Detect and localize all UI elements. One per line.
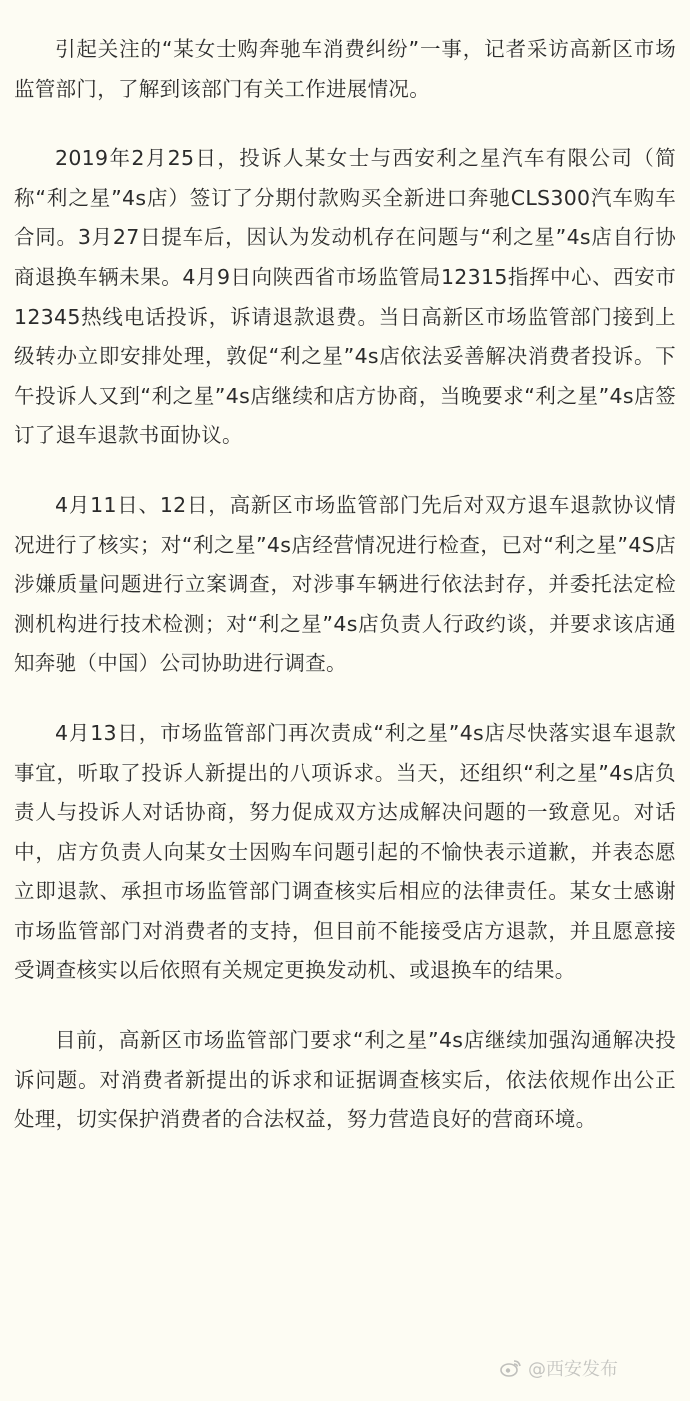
paragraph-2: 2019年2月25日，投诉人某女士与西安利之星汽车有限公司（简称“利之星”4s店）签订了分期付款购买全新进口奔驰CLS300汽车购车合同。3月27日提车后，因认为发动机存在问题与“利之星”4s店自行协商退换车辆未果。4月9日向陕西省市场监管局12315指挥中心、西安市12345热线电话投诉，诉请退款退费。当日高新区市场监管部门接到上级转办立即安排处理，敦促“利之星”4s店依法妥善解决消费者投诉。下午投诉人又到“利之星”4s店继续和店方协商，当晚要求“利之星”4s店签订了退车退款书面协议。 (14, 146, 676, 448)
article-body (14, 30, 676, 1170)
weibo-watermark (500, 1355, 618, 1381)
paragraph-4: 4月13日，市场监管部门再次责成“利之星”4s店尽快落实退车退款事宜，听取了投诉人新提出的八项诉求。当天，还组织“利之星”4s店负责人与投诉人对话协商，努力促成双方达成解决问题的一致意见。对话中，店方负责人向某女士因购车问题引起的不愉快表示道歉，并表态愿立即退款、承担市场监管部门调查核实后相应的法律责任。某女士感谢市场监管部门对消费者的支持，但目前不能接受店方退款，并且愿意接受调查核实以后依照有关规定更换发动机、或退换车的结果。 (14, 720, 676, 983)
paragraph-3: 4月11日、12日，高新区市场监管部门先后对双方退车退款协议情况进行了核实；对“利之星”4s店经营情况进行检查，已对“利之星”4S店涉嫌质量问题进行立案调查，对涉事车辆进行依法封存，并委托法定检测机构进行技术检测；对“利之星”4s店负责人行政约谈，并要求该店通知奔驰（中国）公司协助进行调查。 (14, 492, 676, 676)
paragraph-1: 引起关注的“某女士购奔驰车消费纠纷”一事，记者采访高新区市场监管部门，了解到该部门有关工作进展情况。 (14, 37, 676, 101)
weibo-icon (500, 1359, 522, 1377)
watermark-text: @西安发布 (528, 1359, 618, 1380)
paragraph-5: 目前，高新区市场监管部门要求“利之星”4s店继续加强沟通解决投诉问题。对消费者新提出的诉求和证据调查核实后，依法依规作出公正处理，切实保护消费者的合法权益，努力营造良好的营商环境。 (14, 1028, 676, 1132)
